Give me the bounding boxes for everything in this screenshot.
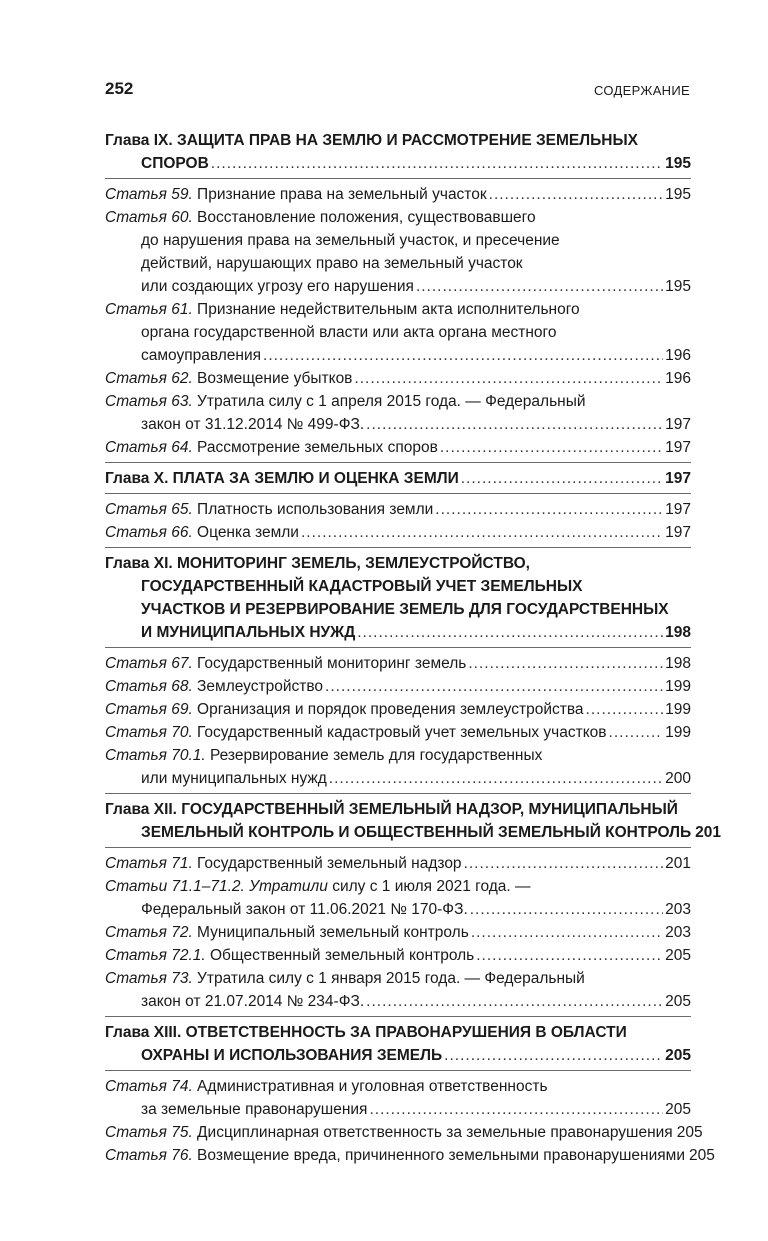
article-line	[105, 1144, 715, 1167]
article-text: закон от 21.07.2014 № 234-ФЗ.	[141, 993, 365, 1010]
article-text: Статья 73. Утратила силу с 1 января 2015 года. — Федеральный	[105, 970, 585, 987]
dot-leader	[471, 921, 663, 944]
page-ref: 199	[665, 701, 691, 718]
article-line	[105, 390, 691, 413]
article-line	[105, 1075, 691, 1098]
chapter-title-text: Глава XIII. ОТВЕТСТВЕННОСТЬ ЗА ПРАВОНАРУШЕНИЯ В ОБЛАСТИ	[105, 1024, 627, 1041]
article-text: Статья 68. Землеустройство	[105, 678, 324, 695]
chapter-title-line	[105, 821, 722, 844]
article-text: Статья 67. Государственный мониторинг земель	[105, 655, 467, 672]
chapter-title-text: Глава IX. ЗАЩИТА ПРАВ НА ЗЕМЛЮ И РАССМОТРЕНИЕ ЗЕМЕЛЬНЫХ	[105, 132, 638, 149]
page-ref: 205	[665, 1047, 691, 1064]
article-line	[105, 413, 691, 436]
chapter-heading	[105, 1017, 691, 1071]
article-line	[105, 1098, 691, 1121]
dot-leader	[444, 1044, 663, 1067]
article-text: Статья 75. Дисциплинарная ответственность за земельные правонарушения	[105, 1124, 673, 1141]
chapter-title-line	[105, 1044, 691, 1067]
article-text: Статья 60. Восстановление положения, существовавшего	[105, 209, 536, 226]
article-line	[105, 298, 691, 321]
page-ref: 198	[665, 655, 691, 672]
page-ref: 201	[695, 824, 722, 841]
article-line	[105, 967, 691, 990]
article-line	[105, 498, 691, 521]
article-label: Статьи 71.1–71.2. Утратили	[105, 878, 328, 895]
article-text: Статья 70. Государственный кадастровый учет земельных участков	[105, 724, 607, 741]
page-ref: 197	[665, 439, 691, 456]
article-text: Статья 65. Платность использования земли	[105, 501, 434, 518]
article-text: Статья 64. Рассмотрение земельных споров	[105, 439, 438, 456]
dot-leader	[329, 767, 663, 790]
article-line	[105, 206, 691, 229]
page-ref: 195	[665, 155, 691, 172]
page-ref: 203	[665, 901, 691, 918]
chapter-title-text: ОХРАНЫ И ИСПОЛЬЗОВАНИЯ ЗЕМЕЛЬ	[141, 1047, 443, 1064]
article-text: Статья 61. Признание недействительным акта исполнительного	[105, 301, 580, 318]
article-label: Статья 75.	[105, 1124, 193, 1141]
chapter-title-line	[105, 552, 691, 575]
article-line	[105, 875, 691, 898]
chapter-title-line	[105, 798, 691, 821]
chapter-title-text: ГОСУДАРСТВЕННЫЙ КАДАСТРОВЫЙ УЧЕТ ЗЕМЕЛЬНЫХ	[141, 578, 583, 595]
chapter-title-line	[105, 129, 691, 152]
chapter-articles	[105, 179, 691, 463]
article-label: Статья 72.	[105, 924, 193, 941]
chapter-articles	[105, 848, 691, 1017]
page-number: 252	[105, 79, 134, 98]
dot-leader	[586, 698, 664, 721]
dot-leader	[325, 675, 663, 698]
article-line	[105, 675, 691, 698]
article-line	[105, 652, 691, 675]
article-text: за земельные правонарушения	[141, 1101, 368, 1118]
article-label: Статья 70.	[105, 724, 193, 741]
chapter-title-text: И МУНИЦИПАЛЬНЫХ НУЖД	[141, 624, 356, 641]
page-ref: 200	[665, 770, 691, 787]
dot-leader	[263, 344, 663, 367]
dot-leader	[468, 652, 663, 675]
article-label: Статья 62.	[105, 370, 193, 387]
article-line	[105, 767, 691, 790]
dot-leader	[470, 898, 663, 921]
article-line	[105, 721, 691, 744]
article-text: самоуправления	[141, 347, 262, 364]
article-line	[105, 229, 691, 252]
dot-leader	[354, 367, 663, 390]
page-ref: 195	[665, 186, 691, 203]
dot-leader	[461, 467, 663, 490]
page-ref: 205	[665, 947, 691, 964]
article-line	[105, 852, 691, 875]
chapter-title-text: Глава X. ПЛАТА ЗА ЗЕМЛЮ И ОЦЕНКА ЗЕМЛИ	[105, 470, 459, 487]
dot-leader	[489, 183, 663, 206]
page-ref: 201	[665, 855, 691, 872]
article-label: Статья 73.	[105, 970, 193, 987]
article-line	[105, 367, 691, 390]
running-title: СОДЕРЖАНИЕ	[593, 83, 690, 98]
article-line	[105, 436, 691, 459]
article-label: Статья 68.	[105, 678, 193, 695]
chapter-title-text: ЗЕМЕЛЬНЫЙ КОНТРОЛЬ И ОБЩЕСТВЕННЫЙ ЗЕМЕЛЬНЫЙ КОНТРОЛЬ	[141, 824, 692, 841]
article-line	[105, 521, 691, 544]
article-line	[105, 921, 691, 944]
article-label: Статья 60.	[105, 209, 193, 226]
page-ref: 199	[665, 678, 691, 695]
page-ref: 195	[665, 278, 691, 295]
article-text: Статья 72. Муниципальный земельный контроль	[105, 924, 469, 941]
page-ref: 205	[665, 993, 691, 1010]
chapter-articles	[105, 494, 691, 548]
dot-leader	[416, 275, 663, 298]
page-ref: 197	[665, 416, 691, 433]
page-ref: 197	[665, 524, 691, 541]
chapter-title-line	[105, 467, 691, 490]
article-line	[105, 1121, 703, 1144]
article-line	[105, 990, 691, 1013]
page-ref: 205	[688, 1147, 715, 1164]
chapter-heading	[105, 548, 691, 648]
article-line	[105, 252, 691, 275]
table-of-contents	[105, 125, 722, 1170]
article-line	[105, 944, 691, 967]
article-line	[105, 275, 691, 298]
article-line	[105, 183, 691, 206]
article-label: Статья 70.1.	[105, 747, 206, 764]
page-ref: 205	[665, 1101, 691, 1118]
article-text: Статья 63. Утратила силу с 1 апреля 2015 года. — Федеральный	[105, 393, 586, 410]
article-text: Статья 62. Возмещение убытков	[105, 370, 353, 387]
article-text: Статья 59. Признание права на земельный участок	[105, 186, 487, 203]
article-text: Федеральный закон от 11.06.2021 № 170-ФЗ.	[141, 901, 468, 918]
chapter-heading	[105, 125, 691, 179]
article-label: Статья 66.	[105, 524, 193, 541]
page-ref: 197	[665, 470, 691, 487]
article-label: Статья 59.	[105, 186, 193, 203]
dot-leader	[366, 413, 663, 436]
article-label: Статья 63.	[105, 393, 193, 410]
dot-leader	[301, 521, 663, 544]
article-label: Статья 61.	[105, 301, 193, 318]
article-label: Статья 72.1.	[105, 947, 206, 964]
article-text: или муниципальных нужд	[141, 770, 327, 787]
article-line	[105, 344, 691, 367]
page-ref: 203	[665, 924, 691, 941]
chapter-title-text: Глава XI. МОНИТОРИНГ ЗЕМЕЛЬ, ЗЕМЛЕУСТРОЙСТВО,	[105, 555, 530, 572]
article-text: закон от 31.12.2014 № 499-ФЗ.	[141, 416, 365, 433]
dot-leader	[211, 152, 663, 175]
article-label: Статья 74.	[105, 1078, 193, 1095]
article-label: Статья 69.	[105, 701, 193, 718]
chapter-title-text: СПОРОВ	[141, 155, 209, 172]
dot-leader	[435, 498, 663, 521]
chapter-title-line	[105, 621, 691, 644]
chapter-title-text: Глава XII. ГОСУДАРСТВЕННЫЙ ЗЕМЕЛЬНЫЙ НАДЗОР, МУНИЦИПАЛЬНЫЙ	[105, 801, 678, 818]
article-text: Статья 66. Оценка земли	[105, 524, 299, 541]
dot-leader	[369, 1098, 663, 1121]
article-text: Статья 70.1. Резервирование земель для государственных	[105, 747, 543, 764]
article-line	[105, 744, 691, 767]
page-ref: 196	[665, 347, 691, 364]
chapter-title-text: УЧАСТКОВ И РЕЗЕРВИРОВАНИЕ ЗЕМЕЛЬ ДЛЯ ГОСУДАРСТВЕННЫХ	[141, 601, 669, 618]
chapter-title-line	[105, 152, 691, 175]
page-ref: 197	[665, 501, 691, 518]
page-ref: 198	[665, 624, 691, 641]
page-ref: 199	[665, 724, 691, 741]
article-line	[105, 321, 691, 344]
chapter-articles	[105, 1071, 715, 1170]
article-text: до нарушения права на земельный участок, и пресечение	[141, 232, 560, 249]
article-line	[105, 898, 691, 921]
article-label: Статья 76.	[105, 1147, 193, 1164]
page-ref: 196	[665, 370, 691, 387]
article-text: или создающих угрозу его нарушения	[141, 278, 414, 295]
dot-leader	[476, 944, 663, 967]
article-line	[105, 698, 691, 721]
article-text: Статья 76. Возмещение вреда, причиненного земельными правонарушениями	[105, 1147, 685, 1164]
chapter-title-line	[105, 1021, 691, 1044]
article-label: Статья 71.	[105, 855, 193, 872]
chapter-heading	[105, 463, 691, 494]
chapter-title-line	[105, 598, 691, 621]
article-text: Статья 69. Организация и порядок проведения землеустройства	[105, 701, 584, 718]
dot-leader	[609, 721, 664, 744]
article-text: Статьи 71.1–71.2. Утратили силу с 1 июля 2021 года. —	[105, 878, 531, 895]
chapter-heading	[105, 794, 722, 848]
article-text: действий, нарушающих право на земельный участок	[141, 255, 523, 272]
article-text: Статья 72.1. Общественный земельный контроль	[105, 947, 475, 964]
article-label: Статья 65.	[105, 501, 193, 518]
chapter-title-line	[105, 575, 691, 598]
article-label: Статья 64.	[105, 439, 193, 456]
dot-leader	[366, 990, 663, 1013]
article-text: Статья 74. Административная и уголовная ответственность	[105, 1078, 548, 1095]
chapter-articles	[105, 648, 691, 794]
dot-leader	[464, 852, 664, 875]
dot-leader	[440, 436, 663, 459]
dot-leader	[357, 621, 663, 644]
page-ref: 205	[676, 1124, 703, 1141]
article-text: органа государственной власти или акта органа местного	[141, 324, 557, 341]
article-label: Статья 67.	[105, 655, 193, 672]
article-text: Статья 71. Государственный земельный надзор	[105, 855, 462, 872]
